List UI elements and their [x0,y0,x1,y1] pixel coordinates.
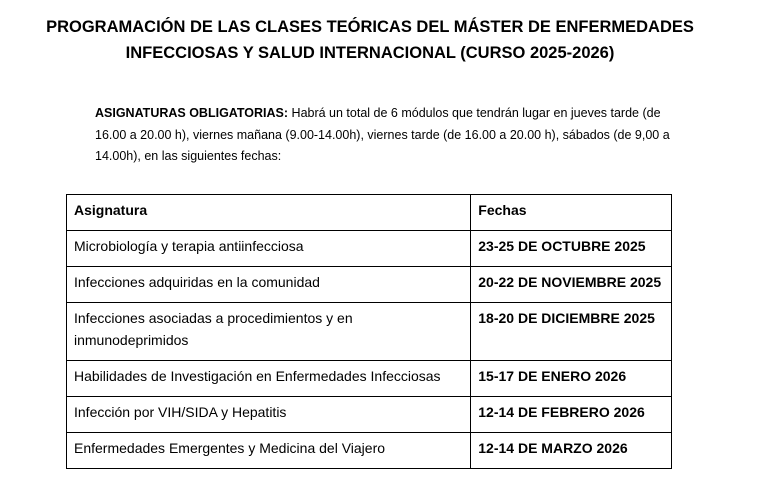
dates-cell: 15-17 DE ENERO 2026 [471,361,672,397]
subject-cell: Habilidades de Investigación en Enfermedades Infecciosas [67,361,471,397]
table-row [67,267,672,303]
dates-cell: 23-25 DE OCTUBRE 2025 [471,231,672,267]
table-row [67,433,672,469]
subject-cell: Infecciones adquiridas en la comunidad [67,267,471,303]
header-dates: Fechas [471,195,672,231]
table-row [67,303,672,361]
subject-cell: Infecciones asociadas a procedimientos y en inmunodeprimidos [67,303,471,361]
intro-lead: ASIGNATURAS OBLIGATORIAS: [95,106,289,120]
schedule-table [66,194,672,469]
subject-cell: Enfermedades Emergentes y Medicina del Viajero [67,433,471,469]
title-line-1: PROGRAMACIÓN DE LAS CLASES TEÓRICAS DEL MÁSTER DE ENFERMEDADES [46,18,694,36]
title-line-2: INFECCIOSAS Y SALUD INTERNACIONAL (CURSO 2025-2026) [125,44,615,62]
dates-cell: 18-20 DE DICIEMBRE 2025 [471,303,672,361]
subject-cell: Infección por VIH/SIDA y Hepatitis [67,397,471,433]
dates-cell: 12-14 DE MARZO 2026 [471,433,672,469]
subject-cell: Microbiología y terapia antiinfecciosa [67,231,471,267]
intro-text: Habrá un total de 6 módulos que tendrán lugar en jueves tarde (de 16.00 a 20.00 h), viernes mañana (9.00-14.00h), viernes tarde (de 16.00 a 20.00 h), sábados (de 9,00 a 14.00h), en las siguientes fechas: [95,106,670,163]
document-title [0,14,740,66]
table-row [67,231,672,267]
table-header-row [67,195,672,231]
dates-cell: 12-14 DE FEBRERO 2026 [471,397,672,433]
dates-cell: 20-22 DE NOVIEMBRE 2025 [471,267,672,303]
table-row [67,361,672,397]
table-row [67,397,672,433]
header-subject: Asignatura [67,195,471,231]
intro-paragraph [95,103,680,168]
